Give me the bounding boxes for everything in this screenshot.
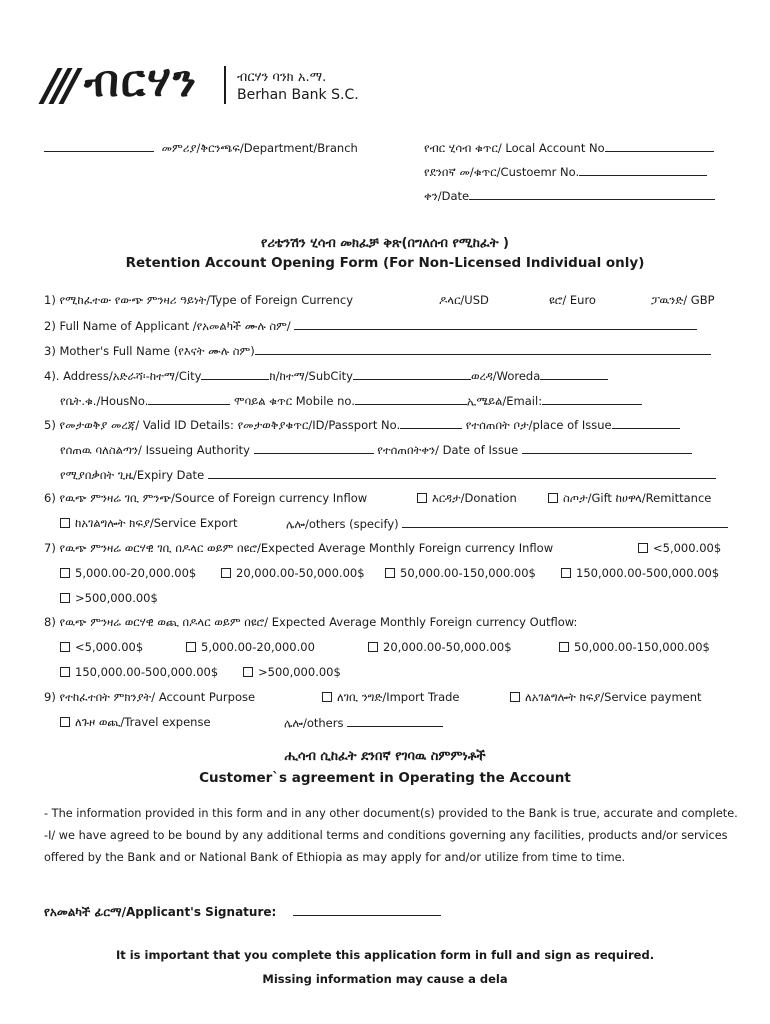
q9-others-field [284, 715, 443, 730]
q7-option-6[interactable] [60, 591, 158, 605]
q1-label: 1) የሚከፈተው የውጭ ምንዛሪ ዓይነት/Type of Foreign Currency [44, 293, 354, 307]
checkbox-icon[interactable] [559, 642, 569, 652]
q9-import-option[interactable] [322, 690, 460, 704]
q5-id-label: 5) የመታወቅያ መረጃ/ Valid ID Details: የመታወቅያቁጥር/ID/Passport No. [44, 418, 401, 432]
q8-option-6[interactable] [243, 665, 341, 679]
date-blank[interactable] [469, 188, 715, 200]
checkbox-icon[interactable] [60, 593, 70, 603]
q4-house-blank[interactable] [148, 393, 230, 405]
checkbox-icon[interactable] [548, 493, 558, 503]
q2-label: 2) Full Name of Applicant /የአመልካች ሙሉ ስም/ [44, 319, 291, 333]
q9-others-blank[interactable] [347, 715, 443, 727]
q8-option-2[interactable] [186, 640, 315, 654]
checkbox-icon[interactable] [638, 543, 648, 553]
department-field [44, 140, 358, 155]
date-field [424, 188, 715, 203]
logo-wordmark: ብርሃን [84, 56, 198, 107]
signature-label: የአመልካች ፊርማ/Applicant's Signature: [44, 905, 277, 919]
agreement-paragraph-2a: -I/ we have agreed to be bound by any additional terms and conditions governing any facilities, products and/or services [44, 829, 728, 842]
checkbox-icon[interactable] [322, 692, 332, 702]
signature-blank[interactable] [293, 904, 441, 916]
q8-option-6-text: >500,000.00$ [258, 665, 341, 679]
q4-email-label: ኢሜይል/Email: [466, 394, 543, 408]
customer-no-field [424, 164, 707, 179]
q7-option-1[interactable] [638, 541, 721, 555]
q5-authority-label: የሰጠዉ ባለስልጣን/ Issueing Authority [60, 443, 250, 457]
q7-option-2[interactable] [60, 566, 196, 580]
checkbox-icon[interactable] [221, 568, 231, 578]
department-blank[interactable] [44, 140, 154, 152]
q5-authority-blank[interactable] [254, 442, 374, 454]
q4-mobile-blank[interactable] [355, 393, 467, 405]
checkbox-icon[interactable] [417, 493, 427, 503]
checkbox-icon[interactable] [60, 667, 70, 677]
q6-donation-option[interactable] [417, 491, 517, 505]
q5-expiry-label: የሚያበቃበት ጊዜ/Expiry Date [60, 468, 205, 482]
agreement-title-amharic: ሒሳብ ሲከፈት ደንበኛ የገባዉ ስምምነቶች [284, 749, 486, 764]
q3-field [44, 343, 711, 358]
q3-blank[interactable] [255, 343, 711, 355]
local-account-blank[interactable] [605, 140, 714, 152]
q4-subcity-label: ክ/ከተማ/SubCity [269, 369, 353, 383]
q4-house-label: የቤት.ቁ./HousNo. [60, 394, 149, 408]
q1-gbp-option[interactable]: ፓዉንድ/ GBP [651, 293, 715, 307]
q4-city-blank[interactable] [201, 368, 269, 380]
q6-others-blank[interactable] [402, 516, 728, 528]
q4-woreda-label: ወረዳ/Woreda [470, 369, 541, 383]
q4-contact-field [60, 393, 642, 408]
bank-name-english: Berhan Bank S.C. [237, 87, 359, 103]
date-label: ቀን/Date [424, 189, 470, 203]
q6-label: 6) የዉጭ ምንዛሬ ገቢ ምንጭ/Source of Foreign currency Inflow [44, 491, 368, 505]
local-account-label: የብር ሂሳብ ቁጥር/ Local Account No [424, 141, 605, 155]
q8-option-5-text: 150,000.00-500,000.00$ [75, 665, 219, 679]
q8-option-3-text: 20,000.00-50,000.00$ [383, 640, 512, 654]
q5-authority-field [60, 442, 692, 457]
checkbox-icon[interactable] [60, 642, 70, 652]
q4-email-blank[interactable] [542, 393, 642, 405]
q9-travel-text: ለጉዞ ወጪ/Travel expense [75, 715, 211, 729]
q6-service-option[interactable] [60, 516, 238, 530]
q9-label: 9) የተከፈተበት ምክንያት/ Account Purpose [44, 690, 256, 704]
notice-line-1: It is important that you complete this application form in full and sign as required. [115, 948, 655, 962]
q2-field [44, 318, 697, 333]
agreement-paragraph-1: - The information provided in this form and in any other document(s) provided to the Bank is true, accurate and complete. [44, 807, 738, 820]
q4-woreda-blank[interactable] [540, 368, 608, 380]
q6-others-label: ሌሎ/others (specify) [286, 517, 399, 531]
q1-usd-option[interactable]: ዶላር/USD [439, 293, 489, 307]
department-label: መምሪያ/ቅርንጫፍ/Department/Branch [161, 141, 358, 155]
q9-service-text: ለአገልግሎት ክፍያ/Service payment [525, 690, 702, 704]
q8-option-5[interactable] [60, 665, 218, 679]
q5-place-label: የተሰጠበት ቦታ/place of Issue [465, 418, 612, 432]
checkbox-icon[interactable] [60, 568, 70, 578]
checkbox-icon[interactable] [60, 717, 70, 727]
q6-service-text: ከአገልግሎት ክፍያ/Service Export [75, 516, 238, 530]
q9-service-option[interactable] [510, 690, 702, 704]
checkbox-icon[interactable] [368, 642, 378, 652]
q7-option-4[interactable] [385, 566, 536, 580]
checkbox-icon[interactable] [385, 568, 395, 578]
q7-option-5[interactable] [561, 566, 719, 580]
customer-no-blank[interactable] [579, 164, 707, 176]
q6-donation-text: እርዳታ/Donation [432, 491, 517, 505]
q7-option-3[interactable] [221, 566, 365, 580]
logo-divider [224, 66, 226, 104]
q8-option-1[interactable] [60, 640, 143, 654]
notice-line-2: Missing information may cause a dela [262, 972, 508, 986]
q8-option-3[interactable] [368, 640, 512, 654]
q6-gift-text: ስጦታ/Gift ከሀዋላ/Remittance [563, 491, 712, 505]
checkbox-icon[interactable] [510, 692, 520, 702]
q4-subcity-blank[interactable] [353, 368, 471, 380]
q2-blank[interactable] [294, 318, 697, 330]
form-title-amharic: የሪቴንሽን ሂሳብ መክፈቻ ቅጽ(በግለሰብ የሚከፈት ) [261, 236, 509, 251]
agreement-paragraph-2b: offered by the Bank and or National Bank of Ethiopia as may apply for and/or utilize from time to time. [44, 851, 626, 864]
q4-city-label: 4). Address/አድራሻ፡-ከተማ/City [44, 369, 202, 383]
q8-option-2-text: 5,000.00-20,000.00 [201, 640, 315, 654]
q5-date-issue-label: የተሰጠበትቀን/ Date of Issue [377, 443, 519, 457]
checkbox-icon[interactable] [243, 667, 253, 677]
signature-field [44, 904, 441, 920]
checkbox-icon[interactable] [60, 518, 70, 528]
bank-name-amharic: ብርሃን ባንክ አ.ማ. [237, 70, 327, 85]
q4-address-field [44, 368, 608, 383]
q8-label: 8) የዉጭ ምንዛሬ ወርሃዊ ወጪ በዶላር ወይም በዩሮ/ Expected Average Monthly Foreign currency Outflow: [44, 615, 578, 629]
q7-option-1-text: <5,000.00$ [653, 541, 722, 555]
q5-id-blank[interactable] [400, 417, 462, 429]
q6-others-field [286, 516, 728, 531]
q8-option-4-text: 50,000.00-150,000.00$ [574, 640, 710, 654]
local-account-field [424, 140, 714, 155]
q9-travel-option[interactable] [60, 715, 211, 729]
checkbox-icon[interactable] [561, 568, 571, 578]
q5-expiry-field [60, 467, 716, 482]
q7-option-5-text: 150,000.00-500,000.00$ [576, 566, 720, 580]
q6-gift-option[interactable] [548, 491, 711, 505]
q7-option-6-text: >500,000.00$ [75, 591, 158, 605]
form-title-english: Retention Account Opening Form (For Non-Licensed Individual only) [125, 255, 645, 271]
q8-option-4[interactable] [559, 640, 710, 654]
q5-place-blank[interactable] [612, 417, 680, 429]
agreement-title-english: Customer`s agreement in Operating the Account [199, 770, 571, 786]
q4-mobile-label: ሞባይል ቁጥር Mobile no. [234, 394, 355, 408]
q9-import-text: ለገቢ ንግድ/Import Trade [337, 690, 460, 704]
q5-date-issue-blank[interactable] [522, 442, 692, 454]
q3-label: 3) Mother's Full Name (የእናት ሙሉ ስም) [44, 344, 255, 358]
customer-no-label: የደንበኛ መ/ቁጥር/Custoemr No. [424, 165, 580, 179]
checkbox-icon[interactable] [186, 642, 196, 652]
q5-expiry-blank[interactable] [208, 467, 716, 479]
q8-option-1-text: <5,000.00$ [75, 640, 144, 654]
q7-option-3-text: 20,000.00-50,000.00$ [236, 566, 365, 580]
q7-label: 7) የዉጭ ምንዛሬ ወርሃዊ ገቢ በዶላር ወይም በዩሮ/Expected Average Monthly Foreign currency Inflow [44, 541, 554, 555]
q7-option-2-text: 5,000.00-20,000.00$ [75, 566, 197, 580]
q9-others-label: ሌሎ/others [284, 716, 344, 730]
q5-id-field [44, 417, 680, 432]
q1-euro-option[interactable]: ዩሮ/ Euro [549, 293, 596, 307]
q7-option-4-text: 50,000.00-150,000.00$ [400, 566, 536, 580]
